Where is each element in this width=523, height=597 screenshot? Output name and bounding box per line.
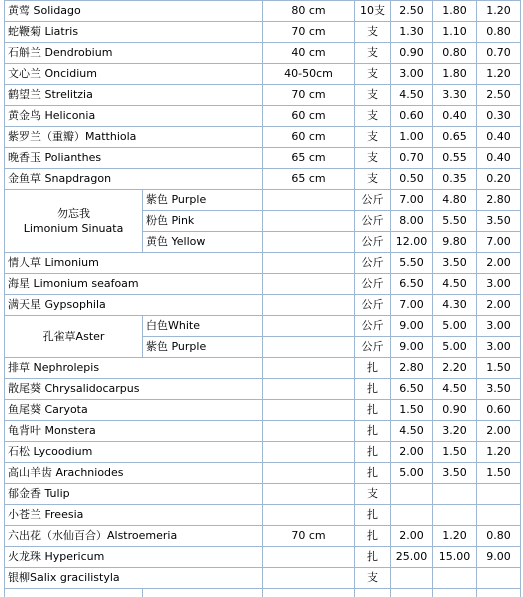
unit-cell: 支: [355, 64, 391, 85]
price-1-cell: 9.00: [391, 337, 433, 358]
price-2-cell: 0.40: [433, 106, 477, 127]
price-2-cell: 3.20: [433, 421, 477, 442]
price-3-cell: 7.00: [477, 232, 521, 253]
size-cell: [263, 547, 355, 568]
size-cell: 70 cm: [263, 85, 355, 106]
product-name-cell: 满天星 Gypsophila: [5, 295, 263, 316]
price-2-cell: 0.90: [433, 400, 477, 421]
price-1-cell: 2.80: [391, 358, 433, 379]
unit-cell: 支: [355, 484, 391, 505]
table-row: [5, 43, 521, 64]
price-2-cell: 0.65: [433, 127, 477, 148]
size-cell: 70 cm: [263, 22, 355, 43]
price-3-cell: 3.50: [477, 211, 521, 232]
product-name-cell: 紫罗兰（重瓣）Matthiola: [5, 127, 263, 148]
price-2-cell: 4.80: [433, 190, 477, 211]
price-1-cell: 4.50: [391, 85, 433, 106]
price-2-cell: 15.00: [433, 547, 477, 568]
price-2-cell: 1.50: [433, 442, 477, 463]
table-row: [5, 148, 521, 169]
price-3-cell: 0.80: [477, 526, 521, 547]
variant-color-cell: 紫色 Purple: [143, 337, 263, 358]
size-cell: 80 cm: [263, 1, 355, 22]
size-cell: [263, 358, 355, 379]
price-2-cell: 1.80: [433, 1, 477, 22]
price-2-cell: 1.20: [433, 526, 477, 547]
unit-cell: 公斤: [355, 337, 391, 358]
unit-cell: 扎: [355, 358, 391, 379]
price-3-cell: 1.20: [477, 442, 521, 463]
table-row: [5, 463, 521, 484]
size-cell: 65 cm: [263, 169, 355, 190]
size-cell: 40-50cm: [263, 64, 355, 85]
product-name-cell: 六出花（水仙百合）Alstroemeria: [5, 526, 263, 547]
unit-cell: 支: [355, 85, 391, 106]
unit-cell: 扎: [355, 442, 391, 463]
price-3-cell: 0.60: [477, 400, 521, 421]
product-name-cell: 石斛兰 Dendrobium: [5, 43, 263, 64]
group-label-en: Limonium Sinuata: [8, 221, 139, 236]
table-row: [5, 190, 521, 211]
price-3-cell: 0.40: [477, 127, 521, 148]
unit-cell: 支: [355, 43, 391, 64]
price-1-cell: 0.60: [391, 106, 433, 127]
product-name-cell: 散尾葵 Chrysalidocarpus: [5, 379, 263, 400]
size-cell: [263, 274, 355, 295]
table-row: [5, 22, 521, 43]
unit-cell: 扎: [355, 547, 391, 568]
product-name-cell: 蛇鞭菊 Liatris: [5, 22, 263, 43]
price-1-cell: [391, 505, 433, 526]
flower-price-table: [4, 0, 521, 597]
unit-cell: 扎: [355, 526, 391, 547]
unit-cell: 公斤: [355, 253, 391, 274]
price-3-cell: 1.20: [477, 1, 521, 22]
size-cell: [263, 379, 355, 400]
price-3-cell: 9.00: [477, 547, 521, 568]
unit-cell: 公斤: [355, 316, 391, 337]
price-2-cell: 5.00: [433, 316, 477, 337]
price-1-cell: 6.50: [391, 379, 433, 400]
product-name-cell: 情人草 Limonium: [5, 253, 263, 274]
size-cell: [263, 505, 355, 526]
product-name-cell: 金鱼草 Snapdragon: [5, 169, 263, 190]
price-1-cell: 3.00: [391, 64, 433, 85]
price-1-cell: 7.00: [391, 190, 433, 211]
price-3-cell: 3.50: [477, 379, 521, 400]
price-2-cell: 2.20: [433, 358, 477, 379]
unit-cell: 扎: [355, 379, 391, 400]
price-3-cell: 1.20: [477, 64, 521, 85]
price-3-cell: [477, 484, 521, 505]
product-name-cell: 排草 Nephrolepis: [5, 358, 263, 379]
price-3-cell: 1.50: [477, 463, 521, 484]
table-row: [5, 379, 521, 400]
unit-cell: 支: [355, 148, 391, 169]
table-row: [5, 253, 521, 274]
product-name-cell: 黄金鸟 Heliconia: [5, 106, 263, 127]
price-3-cell: [477, 505, 521, 526]
size-cell: [263, 421, 355, 442]
price-1-cell: 0.90: [391, 43, 433, 64]
price-3-cell: 0.20: [477, 169, 521, 190]
product-name-cell: 郁金香 Tulip: [5, 484, 263, 505]
size-cell: [263, 190, 355, 211]
variant-color-cell: 白色White: [143, 316, 263, 337]
table-row: [5, 106, 521, 127]
unit-cell: 扎: [355, 400, 391, 421]
table-row: [5, 568, 521, 589]
price-1-cell: 5.50: [391, 253, 433, 274]
size-cell: [263, 484, 355, 505]
product-name-cell: 鹤望兰 Strelitzia: [5, 85, 263, 106]
product-name-cell: 文心兰 Oncidium: [5, 64, 263, 85]
unit-cell: 公斤: [355, 232, 391, 253]
price-1-cell: 1.50: [391, 400, 433, 421]
unit-cell: 支: [355, 568, 391, 589]
price-2-cell: [433, 505, 477, 526]
price-2-cell: 3.50: [433, 253, 477, 274]
price-2-cell: 3.30: [433, 85, 477, 106]
table-row: [5, 526, 521, 547]
price-3-cell: 3.00: [477, 316, 521, 337]
group-label-cell: 孔雀草Aster: [5, 316, 143, 358]
group-label-cell: [5, 190, 143, 253]
price-1-cell: [391, 568, 433, 589]
table-row: [5, 64, 521, 85]
price-3-cell: [477, 568, 521, 589]
unit-cell: 扎: [355, 421, 391, 442]
size-cell: 65 cm: [263, 148, 355, 169]
size-cell: 70 cm: [263, 526, 355, 547]
price-1-cell: 12.00: [391, 232, 433, 253]
product-name-cell: 龟背叶 Monstera: [5, 421, 263, 442]
table-row: [5, 127, 521, 148]
product-name-cell: 银柳Salix gracilistyla: [5, 568, 263, 589]
unit-cell: 支: [355, 106, 391, 127]
price-3-cell: 2.80: [477, 190, 521, 211]
unit-cell: 支: [355, 22, 391, 43]
table-row: [5, 421, 521, 442]
unit-cell: 公斤: [355, 190, 391, 211]
unit-cell: 公斤: [355, 295, 391, 316]
size-cell: [263, 211, 355, 232]
variant-color-cell: 黄色 Yellow: [143, 232, 263, 253]
size-cell: [263, 568, 355, 589]
price-2-cell: 9.80: [433, 232, 477, 253]
product-name-cell: 高山羊齿 Arachniodes: [5, 463, 263, 484]
price-1-cell: 0.70: [391, 148, 433, 169]
price-3-cell: 1.50: [477, 358, 521, 379]
price-3-cell: 3.00: [477, 274, 521, 295]
price-2-cell: 4.30: [433, 295, 477, 316]
price-1-cell: 5.00: [391, 463, 433, 484]
product-name-cell: 火龙珠 Hypericum: [5, 547, 263, 568]
table-row: [5, 358, 521, 379]
price-2-cell: 1.10: [433, 22, 477, 43]
size-cell: [263, 337, 355, 358]
product-name-cell: 石松 Lycoodium: [5, 442, 263, 463]
price-1-cell: 0.50: [391, 169, 433, 190]
size-cell: [263, 316, 355, 337]
price-1-cell: 1.30: [391, 22, 433, 43]
table-row: [5, 442, 521, 463]
price-2-cell: [433, 568, 477, 589]
price-1-cell: 9.00: [391, 316, 433, 337]
table-row: [5, 169, 521, 190]
price-3-cell: 0.30: [477, 106, 521, 127]
unit-cell: 公斤: [355, 274, 391, 295]
price-2-cell: 5.00: [433, 337, 477, 358]
size-cell: [263, 442, 355, 463]
price-1-cell: [391, 484, 433, 505]
price-2-cell: 0.80: [433, 43, 477, 64]
price-1-cell: 8.00: [391, 211, 433, 232]
table-row: [5, 316, 521, 337]
unit-cell: 支: [355, 169, 391, 190]
table-row: [5, 484, 521, 505]
price-1-cell: 1.00: [391, 127, 433, 148]
unit-cell: 支: [355, 127, 391, 148]
unit-cell: 扎: [355, 505, 391, 526]
price-2-cell: [433, 484, 477, 505]
price-2-cell: 4.50: [433, 274, 477, 295]
price-2-cell: 0.55: [433, 148, 477, 169]
size-cell: [263, 232, 355, 253]
price-1-cell: 25.00: [391, 547, 433, 568]
price-1-cell: 2.50: [391, 1, 433, 22]
price-3-cell: 3.00: [477, 337, 521, 358]
size-cell: 60 cm: [263, 127, 355, 148]
unit-cell: 扎: [355, 463, 391, 484]
table-row: [5, 85, 521, 106]
price-1-cell: 4.50: [391, 421, 433, 442]
price-2-cell: 5.50: [433, 211, 477, 232]
price-table-body: [5, 1, 521, 597]
price-3-cell: 2.00: [477, 421, 521, 442]
unit-cell: 10支: [355, 1, 391, 22]
price-3-cell: 0.70: [477, 43, 521, 64]
price-2-cell: 4.50: [433, 379, 477, 400]
price-2-cell: 1.80: [433, 64, 477, 85]
size-cell: 40 cm: [263, 43, 355, 64]
unit-cell: 公斤: [355, 211, 391, 232]
group-label-cn: 勿忘我: [8, 206, 139, 221]
price-3-cell: 0.80: [477, 22, 521, 43]
size-cell: [263, 295, 355, 316]
table-row: [5, 295, 521, 316]
size-cell: [263, 463, 355, 484]
size-cell: 60 cm: [263, 106, 355, 127]
price-3-cell: 2.00: [477, 253, 521, 274]
size-cell: [263, 253, 355, 274]
table-row: [5, 547, 521, 568]
table-row: [5, 1, 521, 22]
table-row: [5, 274, 521, 295]
price-1-cell: 7.00: [391, 295, 433, 316]
table-row: [5, 505, 521, 526]
product-name-cell: 海星 Limonium seafoam: [5, 274, 263, 295]
variant-color-cell: 粉色 Pink: [143, 211, 263, 232]
product-name-cell: 晚香玉 Polianthes: [5, 148, 263, 169]
variant-color-cell: 紫色 Purple: [143, 190, 263, 211]
table-row: [5, 400, 521, 421]
price-2-cell: 3.50: [433, 463, 477, 484]
price-3-cell: 2.00: [477, 295, 521, 316]
price-3-cell: 0.40: [477, 148, 521, 169]
product-name-cell: 鱼尾葵 Caryota: [5, 400, 263, 421]
price-3-cell: 2.50: [477, 85, 521, 106]
price-2-cell: 0.35: [433, 169, 477, 190]
product-name-cell: 小苍兰 Freesia: [5, 505, 263, 526]
size-cell: [263, 400, 355, 421]
price-1-cell: 2.00: [391, 442, 433, 463]
price-1-cell: 6.50: [391, 274, 433, 295]
product-name-cell: 黄莺 Solidago: [5, 1, 263, 22]
price-1-cell: 2.00: [391, 526, 433, 547]
